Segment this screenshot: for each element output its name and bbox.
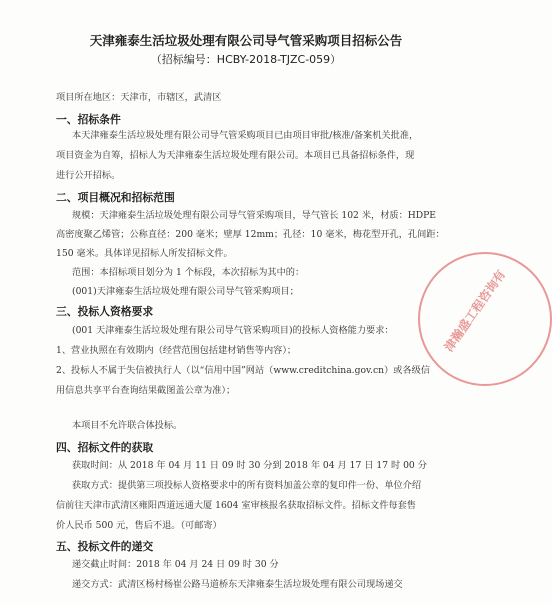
section-4-line-2: 获取方式：提供第三项投标人资格要求中的所有资料加盖公章的复印件一份、单位介绍 [72, 480, 422, 491]
section-2-line-1: 规模：天津雍泰生活垃圾处理有限公司导气管采购项目，导气管长 102 米，材质：HDPE [72, 210, 437, 221]
section-heading-2: 二、项目概况和招标范围 [56, 191, 175, 204]
section-3-line-2: 1、营业执照在有效期内（经营范围包括建材销售等内容）； [56, 345, 297, 356]
section-3-line-1: (001 天津雍泰生活垃圾处理有限公司导气管采购项目)的投标人资格能力要求： [72, 325, 394, 336]
section-4-line-3: 信前往天津市武清区雍阳西道远通大厦 1604 室审核报名获取招标文件。招标文件每套售 [56, 500, 416, 511]
section-5-line-1: 递交截止时间：2018 年 04 月 24 日 09 时 30 分 [72, 559, 279, 570]
section-1-line-2: 项目资金为自筹，招标人为天津雍泰生活垃圾处理有限公司。本项目已具备招标条件，现 [56, 150, 415, 161]
section-heading-3: 三、投标人资格要求 [56, 305, 154, 318]
section-3-line-5: 本项目不允许联合体投标。 [72, 420, 183, 431]
section-2-line-5: (001)天津雍泰生活垃圾处理有限公司导气管采购项目； [72, 286, 299, 297]
official-seal-text: 津瀚盛工程咨询有 [441, 267, 509, 355]
section-1-line-1: 本天津雍泰生活垃圾处理有限公司导气管采购项目已由项目审批/核准/备案机关批准， [72, 130, 419, 141]
official-seal [418, 252, 552, 386]
section-heading-4: 四、招标文件的获取 [56, 441, 154, 454]
section-5-line-2: 递交方式：武清区杨村杨崔公路马道桥东天津雍泰生活垃圾处理有限公司现场递交 [72, 579, 403, 590]
section-heading-1: 一、招标条件 [56, 113, 121, 126]
project-location: 项目所在地区：天津市，市辖区，武清区 [56, 92, 222, 103]
tender-number: （招标编号：HCBY-2018-TJZC-059） [150, 53, 342, 66]
document-title: 天津雍泰生活垃圾处理有限公司导气管采购项目招标公告 [89, 33, 403, 48]
section-3-line-3: 2、投标人不属于失信被执行人（以“信用中国”网站（www.creditchina.gov.cn）或各级信 [56, 365, 431, 376]
section-2-line-2: 高密度聚乙烯管；公称直径：200 毫米；壁厚 12mm；孔径：10 毫米，梅花型开孔，孔间距： [56, 229, 445, 240]
section-2-line-3: 150 毫米。具体详见招标人所发招标文件。 [56, 248, 233, 259]
section-4-line-4: 价人民币 500 元，售后不退。（可邮寄） [56, 520, 222, 531]
section-4-line-1: 获取时间：从 2018 年 04 月 11 日 09 时 30 分到 2018 年 04 月 17 日 17 时 00 分 [72, 460, 427, 471]
section-1-line-3: 进行公开招标。 [56, 170, 121, 181]
section-2-line-4: 范围：本招标项目划分为 1 个标段，本次招标为其中的： [72, 267, 305, 278]
section-3-line-4: 用信息共享平台查询结果截图盖公章为准）； [56, 385, 236, 396]
section-heading-5: 五、投标文件的递交 [56, 540, 154, 553]
